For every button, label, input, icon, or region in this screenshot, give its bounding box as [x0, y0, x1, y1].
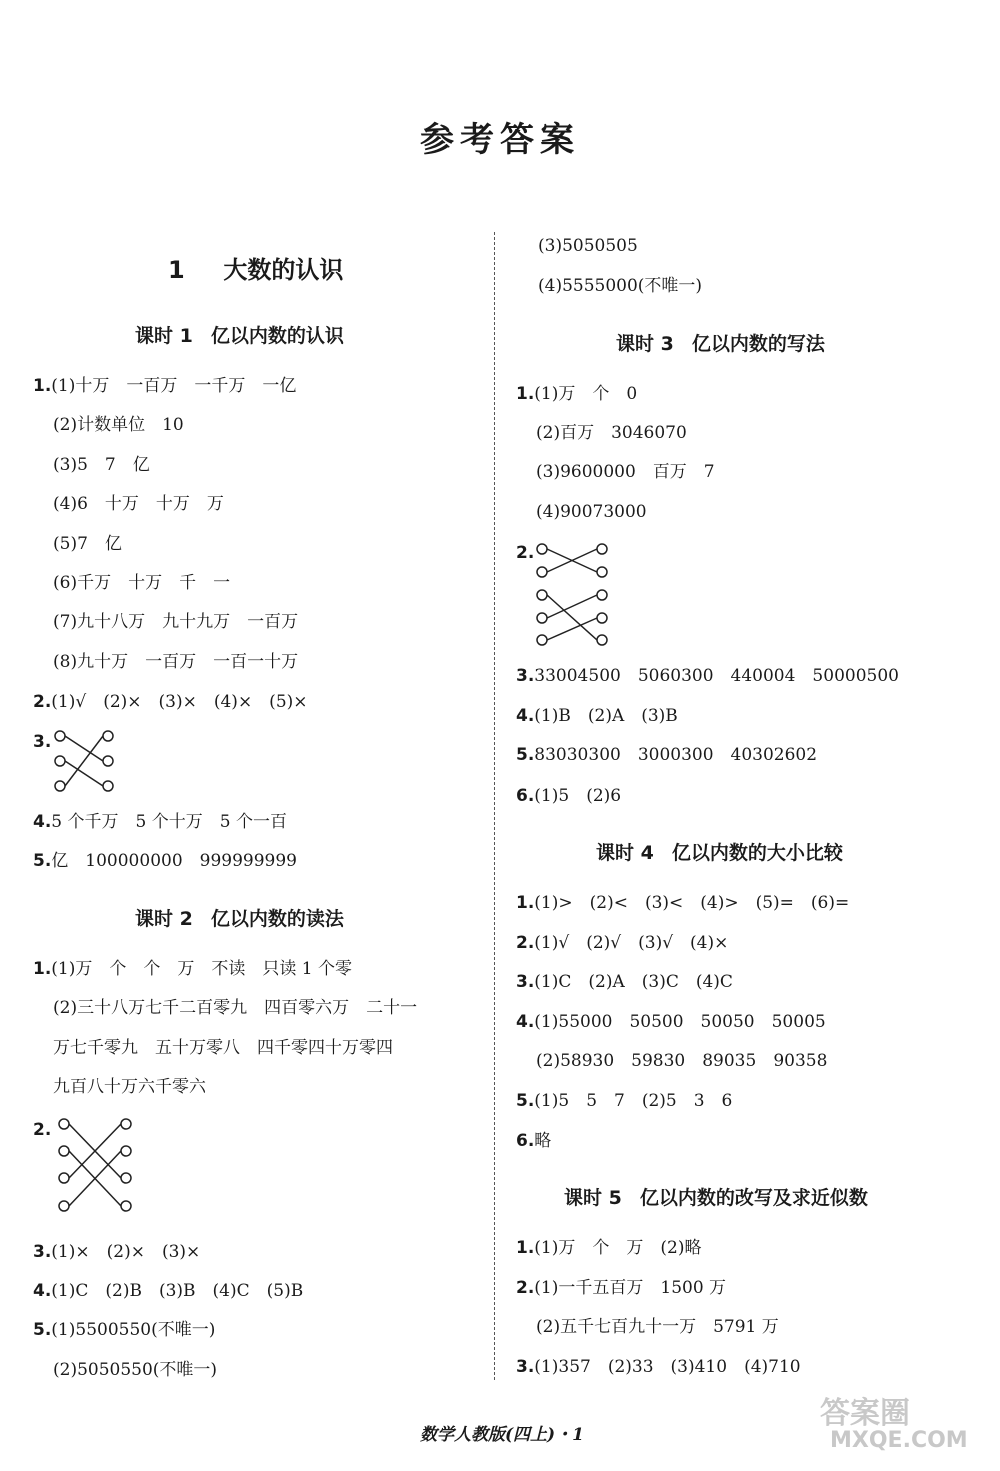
answer-text: 83030300 3000300 40302602 — [534, 745, 818, 765]
answer-text: (1)B (2)A (3)B — [534, 706, 678, 726]
answer-line — [516, 1357, 801, 1377]
question-number: 4. — [33, 812, 52, 832]
answer-text: (1)5 (2)6 — [534, 786, 622, 806]
watermark-url: MXQE.COM — [830, 1428, 968, 1453]
answer-line — [516, 384, 637, 404]
answer-line — [33, 959, 352, 979]
answer-line: (3)5050505 — [538, 236, 638, 256]
question-number: 3. — [516, 972, 535, 992]
answer-line: (2)三十八万七千二百零九 四百零六万 二十一 — [53, 998, 418, 1018]
answer-line: (7)九十八万 九十九万 一百万 — [53, 612, 299, 632]
answer-line — [33, 812, 287, 832]
watermark-logo: 答案圈 — [820, 1396, 910, 1431]
question-number: 5. — [516, 1091, 535, 1111]
answer-line: (8)九十万 一百万 一百一十万 — [53, 652, 299, 672]
answer-line — [516, 666, 899, 686]
lesson-number: 课时 1 — [135, 325, 193, 347]
answer-line: (2)5050550(不唯一) — [53, 1360, 218, 1380]
lesson-2-heading — [135, 904, 344, 931]
answer-line — [33, 1320, 215, 1340]
answer-text: (1)万 个 万 (2)略 — [534, 1238, 702, 1258]
answer-text: (1)√ (2)× (3)× (4)× (5)× — [51, 692, 308, 712]
answer-line — [516, 543, 534, 563]
answer-line — [33, 692, 308, 712]
lesson-4-heading — [596, 838, 843, 865]
matching-diagram — [534, 541, 614, 649]
answer-text: (1)C (2)B (3)B (4)C (5)B — [51, 1281, 304, 1301]
answer-text: (1)5 5 7 (2)5 3 6 — [534, 1091, 733, 1111]
question-number: 6. — [516, 786, 535, 806]
answer-text: (1)× (2)× (3)× — [51, 1242, 201, 1262]
lesson-title: 亿以内数的认识 — [210, 325, 344, 347]
answer-text: (1)十万 一百万 一千万 一亿 — [51, 376, 297, 396]
answer-line — [516, 1278, 726, 1298]
answer-line: (3)5 7 亿 — [53, 455, 150, 475]
answer-text: (1)> (2)< (3)< (4)> (5)= (6)= — [534, 893, 850, 913]
answer-line — [516, 933, 728, 953]
answer-text: 略 — [534, 1131, 552, 1151]
answer-line — [516, 706, 678, 726]
question-number: 5. — [516, 745, 535, 765]
answer-line — [516, 786, 621, 806]
lesson-5-heading — [564, 1183, 868, 1210]
chapter-heading — [168, 250, 343, 285]
answer-text: (1)357 (2)33 (3)410 (4)710 — [534, 1357, 801, 1377]
lesson-1-heading — [135, 321, 344, 348]
answer-line: (2)百万 3046070 — [536, 423, 687, 443]
question-number: 3. — [33, 1242, 52, 1262]
column-divider — [494, 232, 495, 1380]
answer-line — [516, 1131, 551, 1151]
answer-line: 万七千零九 五十万零八 四千零四十万零四 — [53, 1038, 393, 1058]
lesson-number: 课时 3 — [616, 333, 674, 355]
lesson-title: 亿以内数的读法 — [210, 908, 344, 930]
question-number: 1. — [516, 384, 535, 404]
question-number: 1. — [516, 1238, 535, 1258]
answer-text: 33004500 5060300 440004 50000500 — [534, 666, 899, 686]
answer-text: 5 个千万 5 个十万 5 个一百 — [51, 812, 287, 832]
lesson-number: 课时 5 — [564, 1187, 622, 1209]
answer-line — [33, 1120, 51, 1140]
answer-line: (4)6 十万 十万 万 — [53, 494, 224, 514]
answer-line — [33, 1242, 200, 1262]
lesson-title: 亿以内数的大小比较 — [671, 842, 843, 864]
answer-line — [33, 851, 297, 871]
answer-line: 九百八十万六千零六 — [53, 1077, 206, 1097]
chapter-title: 大数的认识 — [223, 256, 344, 284]
answer-line — [516, 972, 733, 992]
question-number: 3. — [516, 666, 535, 686]
answer-text: 亿 100000000 999999999 — [51, 851, 297, 871]
page-footer: 数学人教版(四上)・1 — [420, 1425, 584, 1445]
answer-line: (2)58930 59830 89035 90358 — [536, 1051, 828, 1071]
answer-line — [516, 745, 817, 765]
question-number: 4. — [516, 706, 535, 726]
question-number: 4. — [33, 1281, 52, 1301]
question-number: 5. — [33, 851, 52, 871]
question-number: 2. — [516, 543, 535, 563]
answer-line: (4)90073000 — [536, 502, 647, 522]
answer-line — [33, 376, 296, 396]
answer-text: (1)C (2)A (3)C (4)C — [534, 972, 733, 992]
lesson-title: 亿以内数的改写及求近似数 — [639, 1187, 868, 1209]
question-number: 6. — [516, 1131, 535, 1151]
answer-text: (1)万 个 0 — [534, 384, 638, 404]
lesson-number: 课时 2 — [135, 908, 193, 930]
question-number: 1. — [33, 959, 52, 979]
answer-text: (1)一千五百万 1500 万 — [534, 1278, 727, 1298]
answer-text: (1)√ (2)√ (3)√ (4)× — [534, 933, 729, 953]
question-number: 3. — [516, 1357, 535, 1377]
answer-line: (5)7 亿 — [53, 534, 122, 554]
answer-line: (3)9600000 百万 7 — [536, 462, 715, 482]
answer-line — [516, 1012, 826, 1032]
question-number: 3. — [33, 732, 52, 752]
matching-diagram — [56, 1116, 140, 1224]
answer-text: (1)万 个 个 万 不读 只读 1 个零 — [51, 959, 353, 979]
answer-line: (2)五千七百九十一万 5791 万 — [536, 1317, 779, 1337]
question-number: 1. — [33, 376, 52, 396]
matching-diagram — [52, 728, 122, 798]
question-number: 2. — [516, 1278, 535, 1298]
answer-line — [516, 893, 849, 913]
answer-line — [33, 732, 51, 752]
lesson-3-heading — [616, 329, 825, 356]
lesson-title: 亿以内数的写法 — [691, 333, 825, 355]
answer-line: (2)计数单位 10 — [53, 415, 184, 435]
question-number: 2. — [33, 1120, 52, 1140]
chapter-number: 1 — [168, 256, 185, 284]
question-number: 2. — [33, 692, 52, 712]
lesson-number: 课时 4 — [596, 842, 654, 864]
answer-line — [516, 1091, 732, 1111]
page-title: 参考答案 — [420, 120, 580, 160]
question-number: 4. — [516, 1012, 535, 1032]
answer-line: (6)千万 十万 千 一 — [53, 573, 231, 593]
answer-line — [33, 1281, 303, 1301]
question-number: 2. — [516, 933, 535, 953]
answer-text: (1)55000 50500 50050 50005 — [534, 1012, 826, 1032]
answer-text: (1)5500550(不唯一) — [51, 1320, 216, 1340]
question-number: 5. — [33, 1320, 52, 1340]
answer-line — [516, 1238, 701, 1258]
answer-line: (4)5555000(不唯一) — [538, 276, 703, 296]
question-number: 1. — [516, 893, 535, 913]
